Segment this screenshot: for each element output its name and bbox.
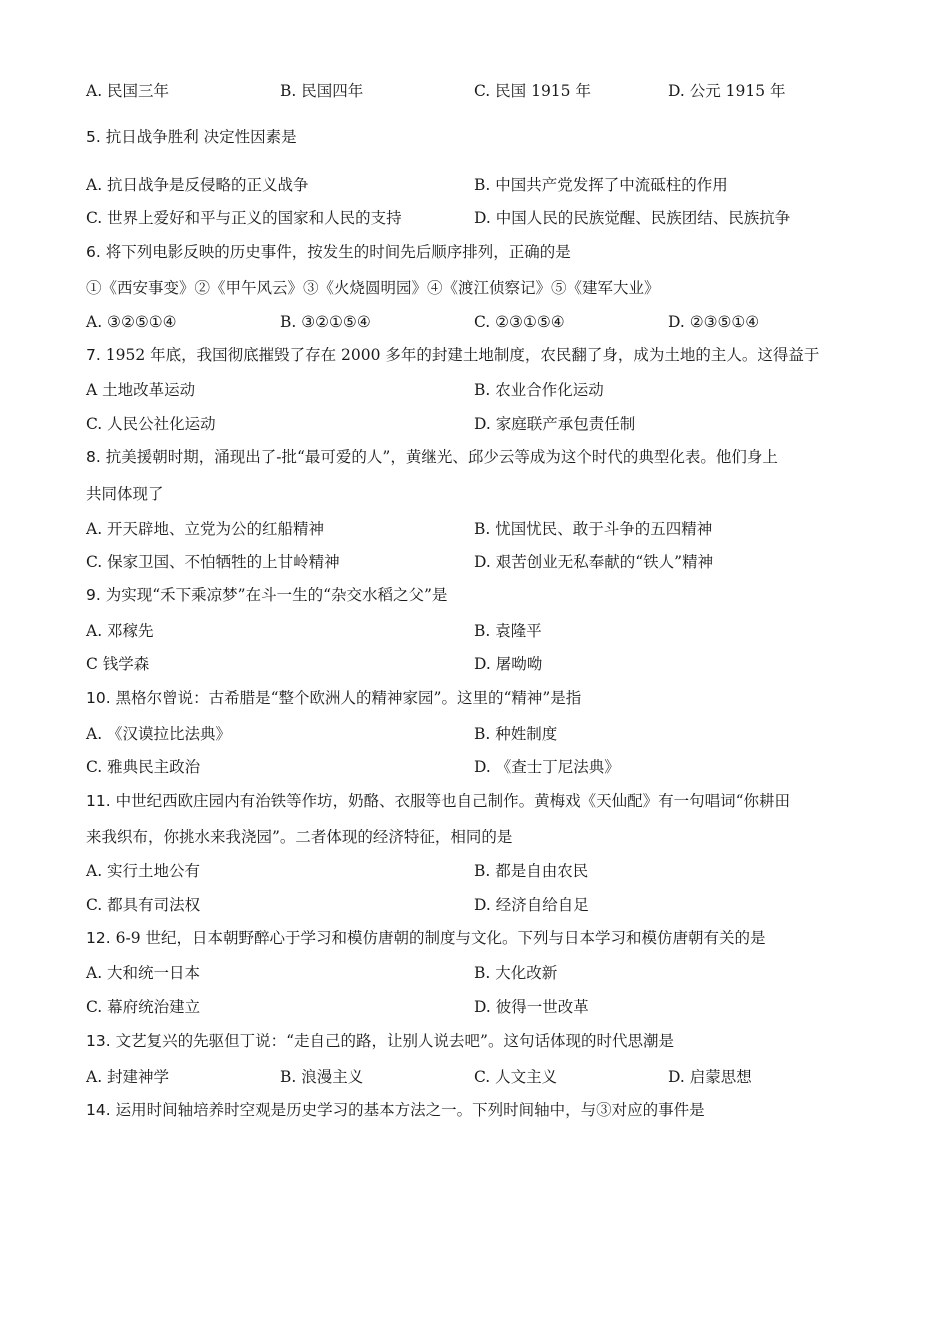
option-d: D. 彼得一世改革 xyxy=(474,998,589,1016)
option-b: B. 农业合作化运动 xyxy=(474,381,604,399)
option-c: C. 雅典民主政治 xyxy=(86,758,201,776)
option-d: D. 艰苦创业无私奉献的“铁人”精神 xyxy=(474,553,714,571)
option-c: C 钱学森 xyxy=(86,655,150,673)
question-9-options-row-2 xyxy=(0,652,950,676)
question-text: 文艺复兴的先驱但丁说：“走自己的路，让别人说去吧”。这句话体现的时代思潮是 xyxy=(115,1032,674,1050)
question-11-stem xyxy=(0,789,950,813)
question-12-options-row-2 xyxy=(0,995,950,1019)
question-text: 1952 年底，我国彻底摧毁了存在 2000 多年的封建土地制度，农民翻了身，成为土地的主人。这得益于 xyxy=(105,346,820,364)
option-a: A. 民国三年 xyxy=(86,82,170,100)
option-a: A. 抗日战争是反侵略的正义战争 xyxy=(86,176,309,194)
question-number: 7. xyxy=(86,346,101,364)
option-a: A 土地改革运动 xyxy=(86,381,196,399)
question-7-stem xyxy=(0,343,950,367)
option-d: D. 家庭联产承包责任制 xyxy=(474,415,636,433)
option-a: A. 大和统一日本 xyxy=(86,964,201,982)
question-4-options xyxy=(0,79,950,103)
question-text: 运用时间轴培养时空观是历史学习的基本方法之一。下列时间轴中，与③对应的事件是 xyxy=(115,1101,705,1119)
question-number: 13. xyxy=(86,1032,111,1050)
question-9-stem xyxy=(0,583,950,607)
question-text-continued: 共同体现了 xyxy=(86,485,164,503)
option-b: B. 民国四年 xyxy=(280,82,364,100)
option-d: D. 经济自给自足 xyxy=(474,896,589,914)
question-number: 14. xyxy=(86,1101,111,1119)
question-9-options-row-1 xyxy=(0,619,950,643)
option-c: C. 人文主义 xyxy=(474,1068,558,1086)
question-6-options xyxy=(0,310,950,334)
question-number: 11. xyxy=(86,792,111,810)
question-8-options-row-1 xyxy=(0,517,950,541)
option-c: C. 幕府统治建立 xyxy=(86,998,201,1016)
option-a: A. 封建神学 xyxy=(86,1068,170,1086)
question-number: 8. xyxy=(86,448,101,466)
option-c: C. 人民公社化运动 xyxy=(86,415,216,433)
question-5-options-row-2 xyxy=(0,206,950,230)
question-5-stem xyxy=(0,125,950,149)
question-7-options-row-2 xyxy=(0,412,950,436)
option-c: C. 保家卫国、不怕牺牲的上甘岭精神 xyxy=(86,553,340,571)
question-14-stem xyxy=(0,1098,950,1122)
option-b: B. 忧国忧民、敢于斗争的五四精神 xyxy=(474,520,713,538)
question-11-options-row-1 xyxy=(0,859,950,883)
option-b: B. ③②①⑤④ xyxy=(280,313,371,331)
question-text: 黑格尔曾说：古希腊是“整个欧洲人的精神家园”。这里的“精神”是指 xyxy=(115,689,582,707)
question-7-options-row-1 xyxy=(0,378,950,402)
question-8-stem xyxy=(0,445,950,469)
option-b: B. 种姓制度 xyxy=(474,725,558,743)
question-text: 中世纪西欧庄园内有治铁等作坊，奶酪、衣服等也自己制作。黄梅戏《天仙配》有一句唱词“你耕田 xyxy=(115,792,791,810)
option-d: D. 中国人民的民族觉醒、民族团结、民族抗争 xyxy=(474,209,791,227)
question-number: 5. xyxy=(86,128,101,146)
question-text-continued: 来我织布，你挑水来我浇园”。二者体现的经济特征，相同的是 xyxy=(86,828,513,846)
option-a: A. 《汉谟拉比法典》 xyxy=(86,725,232,743)
question-number: 9. xyxy=(86,586,101,604)
question-12-options-row-1 xyxy=(0,961,950,985)
option-d: D. 屠呦呦 xyxy=(474,655,543,673)
question-number: 10. xyxy=(86,689,111,707)
question-5-options-row-1 xyxy=(0,173,950,197)
option-c: C. 世界上爱好和平与正义的国家和人民的支持 xyxy=(86,209,402,227)
option-d: D. ②③⑤①④ xyxy=(668,313,760,331)
question-text: 为实现“禾下乘凉梦”在斗一生的“杂交水稻之父”是 xyxy=(105,586,448,604)
option-b: B. 大化改新 xyxy=(474,964,558,982)
question-text: 6-9 世纪，日本朝野醉心于学习和模仿唐朝的制度与文化。下列与日本学习和模仿唐朝有关的是 xyxy=(115,929,766,947)
option-c: C. 都具有司法权 xyxy=(86,896,201,914)
option-a: A. 邓稼先 xyxy=(86,622,154,640)
question-text: 抗美援朝时期，涌现出了-批“最可爱的人”，黄继光、邱少云等成为这个时代的典型化表。他们身上 xyxy=(105,448,778,466)
option-a: A. 实行土地公有 xyxy=(86,862,201,880)
question-11-stem-cont xyxy=(0,825,950,849)
option-d: D. 《查士丁尼法典》 xyxy=(474,758,620,776)
option-d: D. 公元 1915 年 xyxy=(668,82,786,100)
question-text: 将下列电影反映的历史事件，按发生的时间先后顺序排列，正确的是 xyxy=(105,243,571,261)
question-11-options-row-2 xyxy=(0,893,950,917)
option-b: B. 中国共产党发挥了中流砥柱的作用 xyxy=(474,176,728,194)
question-number: 12. xyxy=(86,929,111,947)
question-6-stem xyxy=(0,240,950,264)
option-c: C. 民国 1915 年 xyxy=(474,82,591,100)
film-list: ①《西安事变》②《甲午风云》③《火烧圆明园》④《渡江侦察记》⑤《建军大业》 xyxy=(86,279,660,297)
question-10-options-row-1 xyxy=(0,722,950,746)
option-b: B. 袁隆平 xyxy=(474,622,542,640)
question-10-options-row-2 xyxy=(0,755,950,779)
question-8-stem-cont xyxy=(0,482,950,506)
question-number: 6. xyxy=(86,243,101,261)
question-10-stem xyxy=(0,686,950,710)
option-b: B. 都是自由农民 xyxy=(474,862,589,880)
question-12-stem xyxy=(0,926,950,950)
option-a: A. 开天辟地、立党为公的红船精神 xyxy=(86,520,325,538)
option-c: C. ②③①⑤④ xyxy=(474,313,565,331)
question-text: 抗日战争胜利 决定性因素是 xyxy=(105,128,297,146)
question-13-stem xyxy=(0,1029,950,1053)
question-8-options-row-2 xyxy=(0,550,950,574)
question-13-options xyxy=(0,1065,950,1089)
question-6-items xyxy=(0,276,950,300)
option-a: A. ③②⑤①④ xyxy=(86,313,177,331)
option-b: B. 浪漫主义 xyxy=(280,1068,364,1086)
option-d: D. 启蒙思想 xyxy=(668,1068,752,1086)
